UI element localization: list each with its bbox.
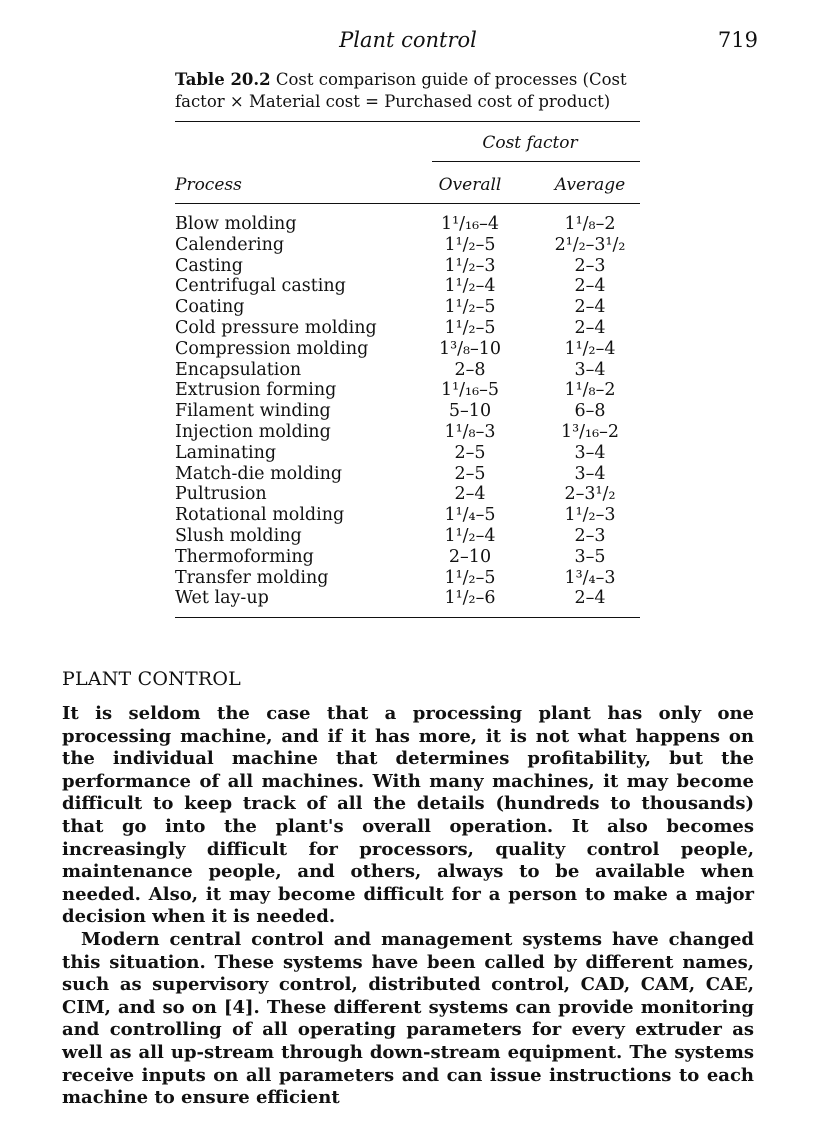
table-cell-overall: 1¹/₂–4 — [444, 276, 496, 297]
table-cell-process: Transfer molding — [175, 567, 329, 588]
table-header-rule — [175, 203, 640, 204]
table-cell-process: Slush molding — [175, 525, 302, 546]
table-cell-process: Coating — [175, 297, 245, 318]
table-cell-average: 3–4 — [574, 442, 606, 463]
table-cell-overall: 1³/₈–10 — [438, 338, 502, 359]
table-cell-overall: 1¹/₂–5 — [444, 567, 496, 588]
table-cell-average: 2–4 — [574, 297, 606, 318]
table-cell-average: 6–8 — [574, 401, 606, 422]
table-cell-overall: 1¹/₂–6 — [444, 588, 496, 609]
running-head — [0, 26, 816, 54]
table-cell-average: 2–4 — [574, 588, 606, 609]
running-title: Plant control — [339, 28, 477, 52]
table-cell-process: Blow molding — [175, 214, 297, 234]
table-cell-overall: 2–10 — [448, 546, 492, 567]
column-header-overall: Overall — [438, 175, 502, 195]
table-cell-overall: 2–5 — [454, 463, 486, 484]
table-cell-average: 2¹/₂–3¹/₂ — [554, 234, 626, 255]
process-column — [175, 214, 377, 609]
table-cell-process: Compression molding — [175, 338, 369, 359]
table-caption-label: Table 20.2 — [175, 70, 271, 89]
table-cell-overall: 1¹/₂–3 — [444, 255, 496, 276]
table-cell-process: Extrusion forming — [175, 380, 337, 401]
table-cell-process: Laminating — [175, 442, 277, 463]
overall-column — [420, 214, 520, 609]
body-paragraph: It is seldom the case that a processing plant has only one processing machine, and if it has more, it is not what happens on the individual machine that determines profitability, but the performance of all machines. With many machines, it may become difficult to keep track of all the details (hundreds to thousands) that go into the plant's overall operation. It also becomes increasingly difficult for processors, quality control people, maintenance people, and others, always to be available when needed. Also, it may become difficult for a person to make a major decision when it is needed. — [62, 703, 754, 928]
table-cell-process: Injection molding — [175, 421, 331, 442]
table-cell-process: Wet lay-up — [175, 588, 269, 609]
table-cell-average: 1¹/₂–3 — [564, 505, 616, 526]
table-cell-average: 3–4 — [574, 359, 606, 380]
table-cell-average: 2–4 — [574, 317, 606, 338]
table-cell-process: Cold pressure molding — [175, 317, 377, 338]
column-header-average: Average — [554, 175, 626, 195]
table-cell-process: Filament winding — [175, 401, 331, 422]
table-cell-overall: 2–5 — [454, 442, 486, 463]
table-cell-overall: 2–4 — [454, 484, 486, 505]
table-cell-overall: 1¹/₂–4 — [444, 525, 496, 546]
table-cell-overall: 1¹/₈–3 — [444, 421, 496, 442]
table-cell-overall: 5–10 — [448, 401, 492, 422]
table-cell-process: Casting — [175, 255, 243, 276]
table-cell-overall: 1¹/₂–5 — [444, 317, 496, 338]
table-cell-average: 1³/₄–3 — [564, 567, 616, 588]
table-cell-process: Thermoforming — [175, 546, 314, 567]
table-cell-average: 1³/₁₆–2 — [561, 421, 619, 442]
table-cell-process: Pultrusion — [175, 484, 267, 505]
table-bottom-rule — [175, 617, 640, 618]
table-cell-average: 1¹/₈–2 — [564, 380, 616, 401]
table-caption — [175, 69, 655, 113]
table-top-rule — [175, 121, 640, 122]
table-cell-overall: 1¹/₂–5 — [444, 234, 496, 255]
table-cell-process: Match-die molding — [175, 463, 343, 484]
table-cell-average: 1¹/₈–2 — [564, 214, 616, 234]
body-paragraph: Modern central control and management systems have changed this situation. These systems have been called by different names, such as supervisory control, distributed control, CAD, CAM, CAE, CIM, and so on [4]. These different systems can provide monitoring and controlling of all operating parameters for every extruder as well as all up-stream through down-stream equipment. The systems receive inputs on all parameters and can issue instructions to each machine to ensure efficient — [62, 928, 754, 1109]
table-cell-average: 1¹/₂–4 — [564, 338, 616, 359]
table-cell-average: 2–3 — [574, 525, 606, 546]
table-cell-overall: 2–8 — [454, 359, 486, 380]
table-cell-overall: 1¹/₂–5 — [444, 297, 496, 318]
column-header-process: Process — [175, 175, 242, 195]
table-caption-text: Cost comparison guide of processes (Cost factor × Material cost = Purchased cost of product) — [175, 70, 627, 111]
page-number: 719 — [717, 28, 758, 52]
table-cell-average: 2–4 — [574, 276, 606, 297]
table-cell-average: 3–4 — [574, 463, 606, 484]
table-cell-average: 2–3¹/₂ — [564, 484, 616, 505]
cost-factor-header: Cost factor — [482, 133, 578, 153]
table-cell-average: 3–5 — [574, 546, 606, 567]
table-cell-overall: 1¹/₁₆–4 — [441, 214, 499, 234]
table-cell-process: Rotational molding — [175, 505, 345, 526]
section-heading: PLANT CONTROL — [62, 668, 241, 690]
table-cell-process: Encapsulation — [175, 359, 302, 380]
table-cell-process: Calendering — [175, 234, 285, 255]
table-cell-average: 2–3 — [574, 255, 606, 276]
average-column — [540, 214, 640, 609]
table-cell-process: Centrifugal casting — [175, 276, 346, 297]
cost-factor-rule — [432, 161, 640, 162]
table-cell-overall: 1¹/₄–5 — [444, 505, 496, 526]
table-cell-overall: 1¹/₁₆–5 — [441, 380, 499, 401]
body-text — [62, 703, 754, 1110]
